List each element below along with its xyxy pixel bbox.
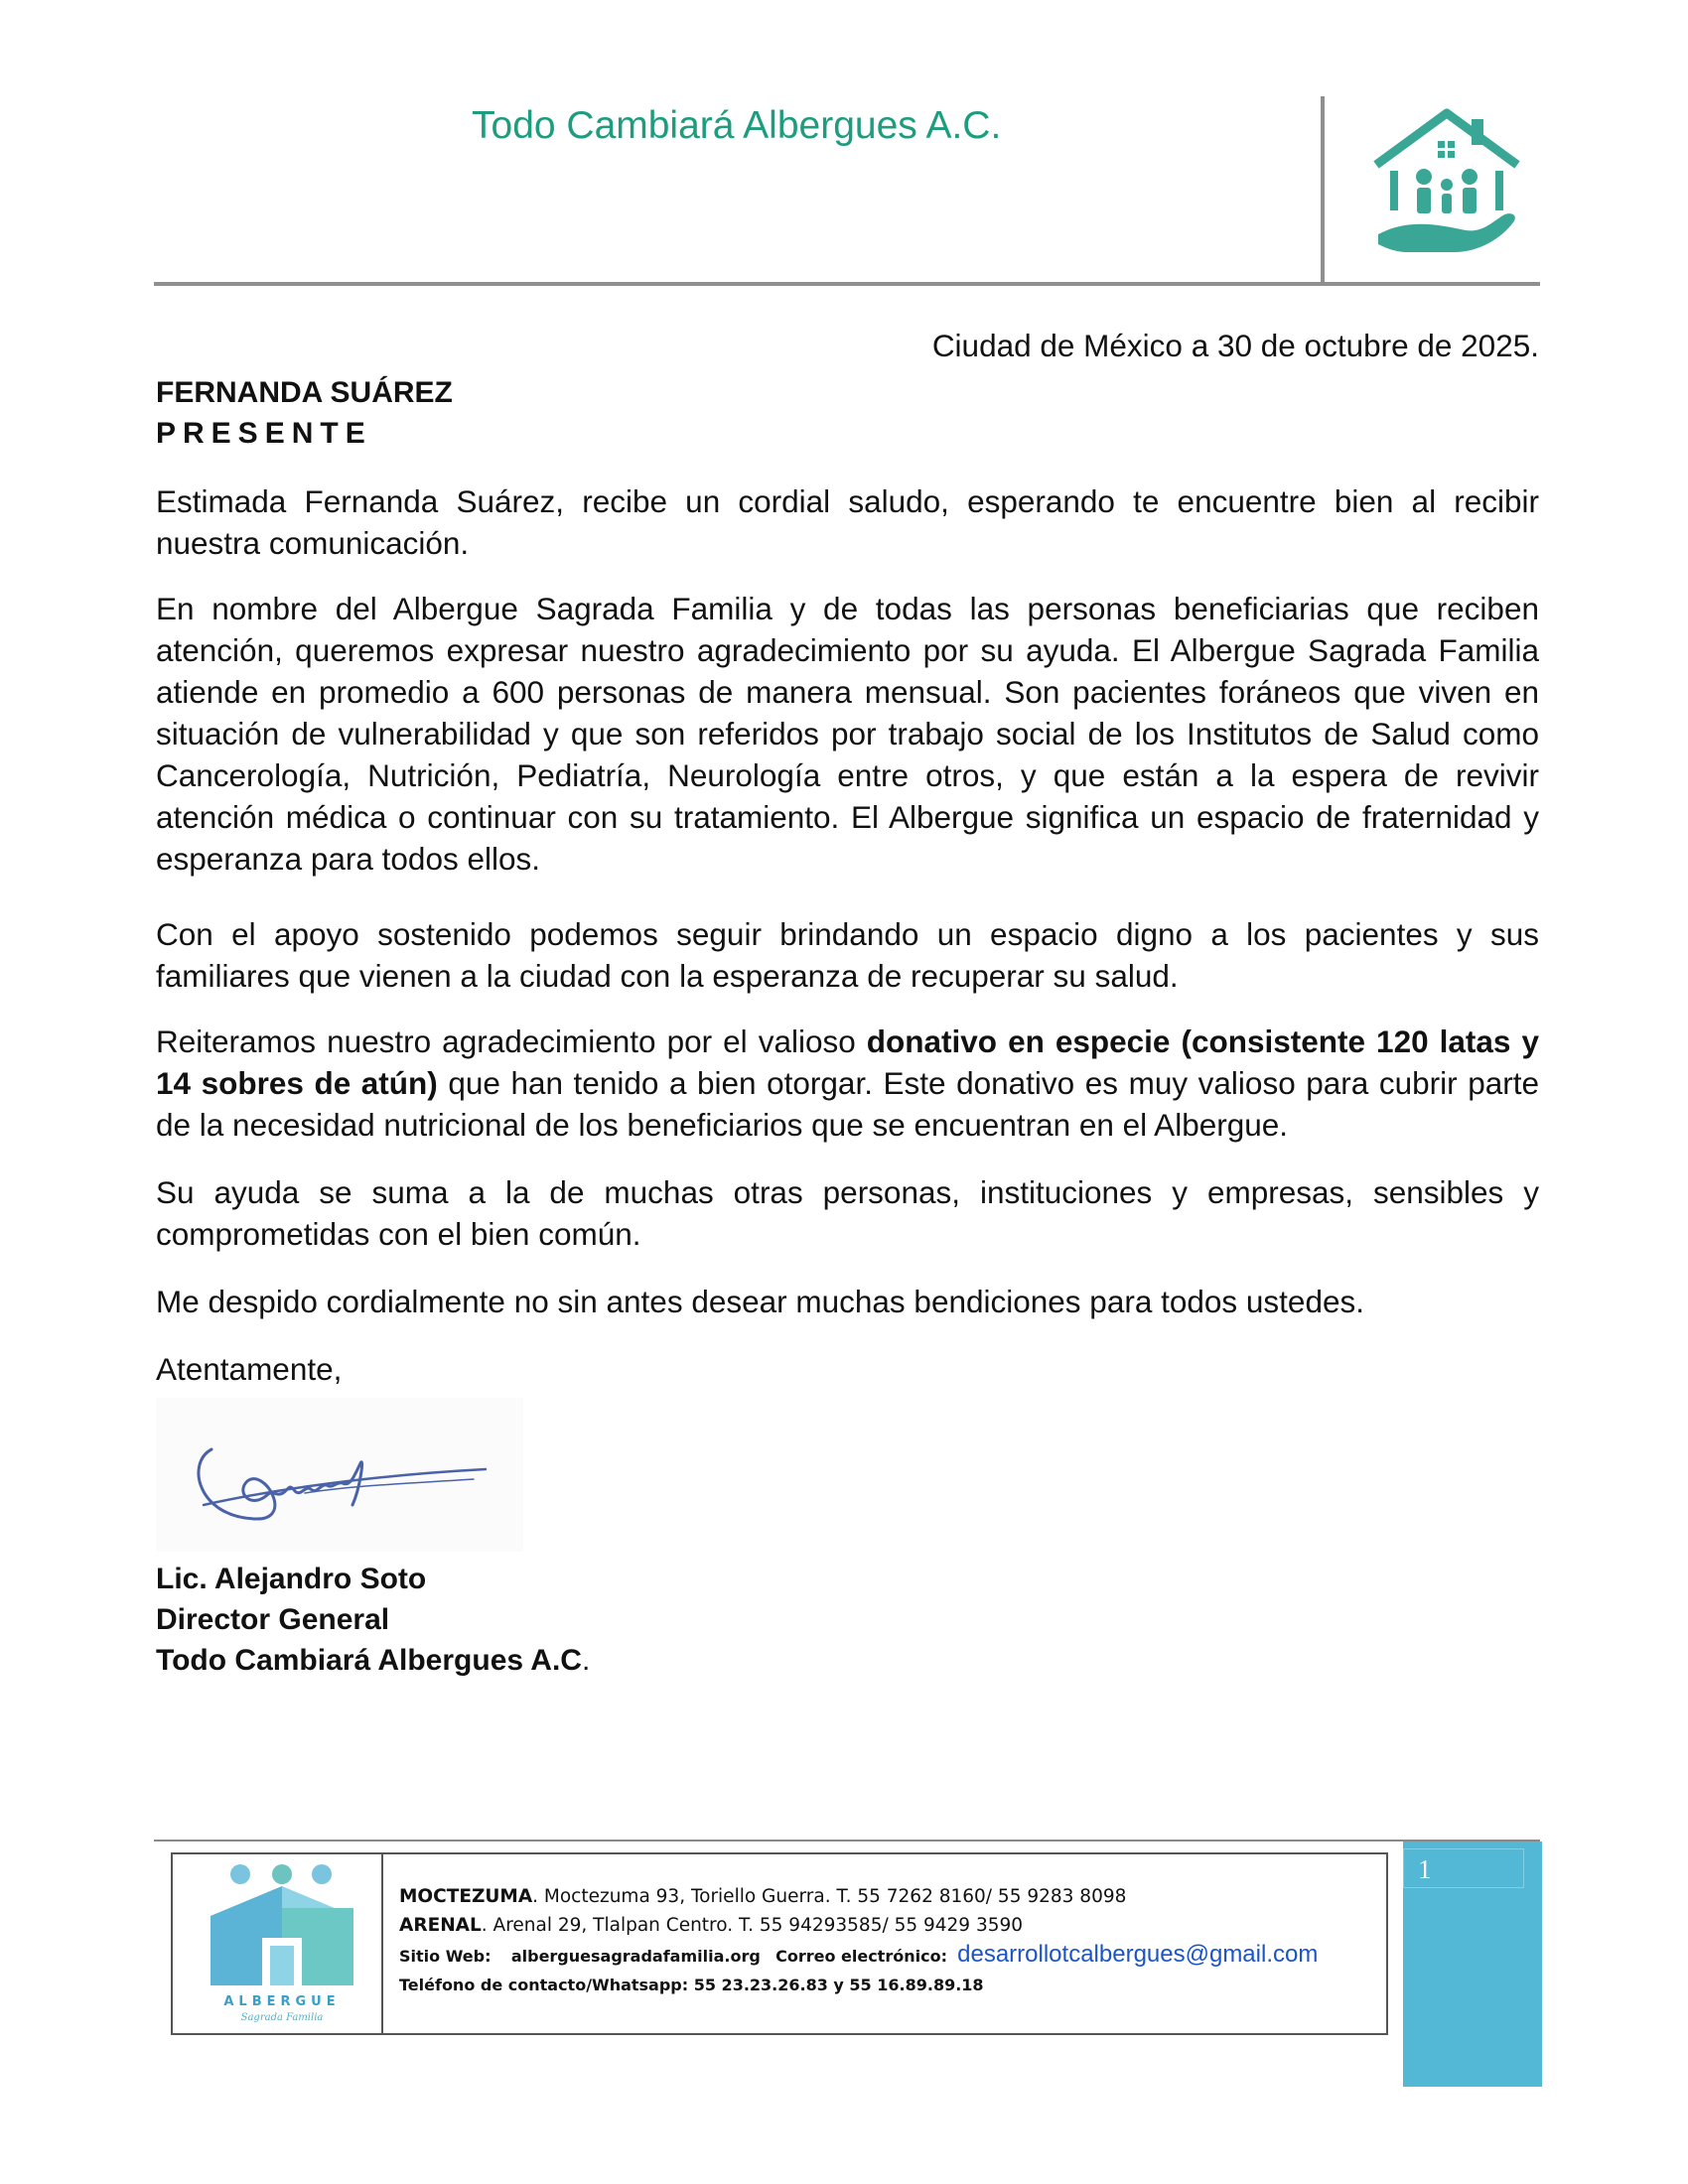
email-link[interactable]: desarrollotcalbergues@gmail.com <box>957 1941 1319 1968</box>
logo-word: ALBERGUE <box>223 1994 341 2009</box>
location-arenal: ARENAL <box>399 1915 482 1936</box>
email-label: Correo electrónico: <box>775 1947 947 1966</box>
footer-rule <box>154 1840 1540 1842</box>
signer-org: Todo Cambiará Albergues A.C <box>156 1644 582 1677</box>
donation-outro: que han tenido a bien otorgar. Este donativo es muy valioso para cubrir parte de la necesidad nutricional de los beneficiarios que se encuentran en el Albergue. <box>156 1065 1539 1143</box>
paragraph-community: Su ayuda se suma a la de muchas otras personas, instituciones y empresas, sensibles y comprometidas con el bien común. <box>156 1174 1539 1252</box>
house-family-hand-icon <box>1368 107 1525 258</box>
paragraph-gratitude: En nombre del Albergue Sagrada Familia y de todas las personas beneficiarias que reciben atención, queremos expresar nuestro agradecimiento por su ayuda. El Albergue Sagrada Familia atiende en promedio a 600 personas de manera mensual. Son pacientes foráneos que viven en situación de vulnerabilidad y que son referidos por trabajo social de los Institutos de Salud como Cancerología, Nutrición, Pediatría, Neurología entre otros, y que están a la espera de revivir atención médica o continuar con su tratamiento. El Albergue significa un espacio de fraternidad y esperanza para todos ellos. <box>156 591 1539 877</box>
paragraph-support: Con el apoyo sostenido podemos seguir brindando un espacio digno a los pacientes y sus familiares que vienen a la ciudad con la esperanza de recuperar su salud. <box>156 916 1539 994</box>
footer-contact-box <box>171 1852 1388 2035</box>
site-label: Sitio Web: <box>399 1947 492 1966</box>
org-title: Todo Cambiará Albergues A.C. <box>472 104 1002 147</box>
header-vertical-divider <box>1321 96 1325 285</box>
signature-image <box>156 1398 523 1552</box>
footer-divider <box>381 1854 383 2033</box>
paragraph-greeting: Estimada Fernanda Suárez, recibe un cordial saludo, esperando te encuentre bien al recibir nuestra comunicación. <box>156 483 1539 561</box>
footer-contact-text <box>399 1882 1318 1999</box>
paragraph-farewell: Me despido cordialmente no sin antes desear muchas bendiciones para todos ustedes. <box>156 1284 1364 1319</box>
albergue-logo <box>187 1856 375 2027</box>
recipient-name: FERNANDA SUÁREZ <box>156 376 453 409</box>
donation-detail: donativo en especie (consistente 120 latas y 14 sobres de atún) <box>156 1024 1539 1101</box>
donation-intro: Reiteramos nuestro agradecimiento por el valioso <box>156 1024 867 1059</box>
presente-label: PRESENTE <box>156 417 372 450</box>
phone-line: Teléfono de contacto/Whatsapp: 55 23.23.26.83 y 55 16.89.89.18 <box>399 1976 984 1994</box>
paragraph-donation <box>156 1021 1539 1146</box>
page-number: 1 <box>1403 1848 1524 1888</box>
signer-org-period: . <box>581 1644 591 1677</box>
header-horizontal-rule <box>154 282 1540 286</box>
closing: Atentamente, <box>156 1351 343 1387</box>
recipient-block <box>156 372 453 454</box>
logo-sub: Sagrada Familia <box>240 2012 324 2023</box>
site-link[interactable]: alberguesagradafamilia.org <box>510 1947 761 1966</box>
signer-name: Lic. Alejandro Soto <box>156 1563 427 1595</box>
signer-title: Director General <box>156 1603 390 1636</box>
location-arenal-detail: . Arenal 29, Tlalpan Centro. T. 55 94293585/ 55 9429 3590 <box>481 1915 1024 1936</box>
location-moctezuma-detail: . Moctezuma 93, Toriello Guerra. T. 55 7262 8160/ 55 9283 8098 <box>532 1886 1127 1907</box>
signer-block <box>156 1559 590 1681</box>
location-moctezuma: MOCTEZUMA <box>399 1886 533 1907</box>
letter-date: Ciudad de México a 30 de octubre de 2025. <box>931 328 1539 363</box>
